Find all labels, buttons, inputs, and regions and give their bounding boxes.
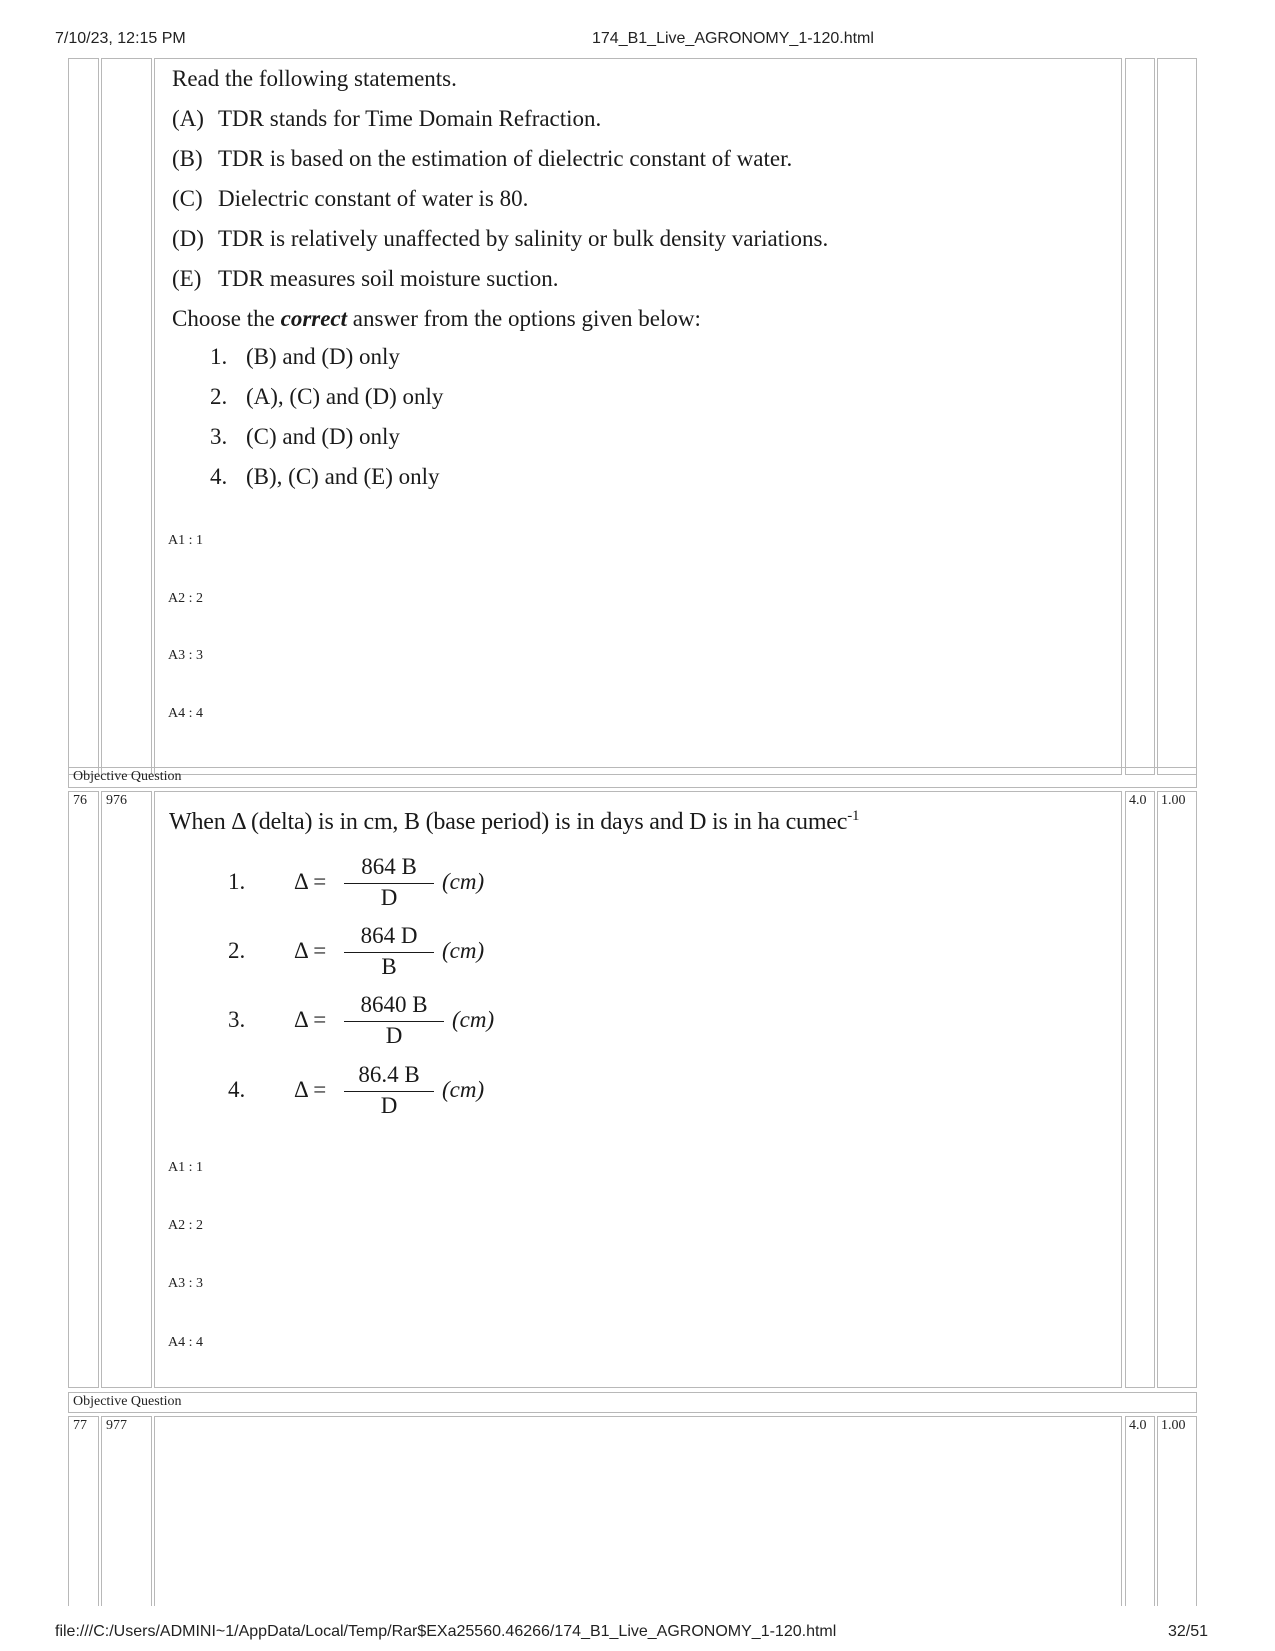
- statement-label: (B): [172, 146, 203, 171]
- marks: 4.0: [1129, 1418, 1147, 1433]
- q76-option: [228, 991, 528, 1053]
- q75-intro: Read the following statements.: [172, 66, 457, 91]
- denominator: D: [380, 885, 398, 910]
- q76-answer: A4 : 4: [168, 1335, 203, 1350]
- statement-text: TDR stands for Time Domain Refraction.: [218, 106, 602, 131]
- denominator: D: [385, 1023, 403, 1048]
- print-page-number: 32/51: [1168, 1623, 1209, 1640]
- q76-option: [228, 1061, 528, 1123]
- negative-marks: 1.00: [1161, 1418, 1186, 1433]
- statement-label: (E): [172, 266, 202, 291]
- option-number: 1.: [228, 869, 246, 894]
- statement-label: (C): [172, 186, 203, 211]
- numerator: 864 D: [360, 923, 418, 948]
- option-number: 2.: [228, 938, 246, 963]
- option-lhs: Δ =: [294, 1007, 327, 1032]
- q75-negative-cell: [1157, 58, 1197, 775]
- q75-instruction: [172, 299, 1112, 339]
- q76-answer: A1 : 1: [168, 1160, 203, 1175]
- option-text: (A), (C) and (D) only: [246, 384, 444, 409]
- fraction: [344, 991, 444, 1050]
- negative-marks: 1.00: [1161, 793, 1186, 808]
- stem-text: When Δ (delta) is in cm, B (base period) is in days and D is in ha cumec: [169, 809, 848, 835]
- fraction: [344, 922, 434, 981]
- q76-type-label: [68, 767, 1197, 788]
- instruction-emphasis: correct: [280, 306, 348, 331]
- denominator: B: [381, 954, 397, 979]
- denominator: D: [380, 1093, 398, 1118]
- question-type: Objective Question: [73, 769, 182, 784]
- q77-type-label: [68, 1392, 1197, 1413]
- option-text: (B) and (D) only: [246, 344, 400, 369]
- numerator: 8640 B: [360, 992, 428, 1017]
- q77-question-cell: [154, 1416, 1122, 1606]
- q75-answer: A4 : 4: [168, 706, 203, 721]
- q75-option: [210, 344, 400, 370]
- statement-text: TDR is relatively unaffected by salinity or bulk density variations.: [218, 226, 829, 251]
- option-number: 3.: [210, 424, 228, 449]
- q75-option: [210, 424, 400, 450]
- fraction: [344, 1061, 434, 1120]
- q76-stem: [169, 808, 859, 836]
- question-type: Objective Question: [73, 1394, 182, 1409]
- q75-qid-cell: [101, 58, 152, 775]
- q76-option: [228, 853, 528, 915]
- option-lhs: Δ =: [294, 938, 327, 963]
- q77-qid-cell: [101, 1416, 152, 1606]
- q75-answer: A1 : 1: [168, 533, 203, 548]
- statement-text: TDR measures soil moisture suction.: [218, 266, 559, 291]
- marks: 4.0: [1129, 793, 1147, 808]
- q77-sno-cell: [68, 1416, 99, 1606]
- option-unit: (cm): [442, 869, 485, 894]
- option-unit: (cm): [452, 1007, 495, 1032]
- q75-statement: [172, 259, 1112, 299]
- option-number: 2.: [210, 384, 228, 409]
- option-number: 4.: [228, 1077, 246, 1102]
- option-text: (B), (C) and (E) only: [246, 464, 440, 489]
- option-lhs: Δ =: [294, 1077, 327, 1102]
- q76-answer: A3 : 3: [168, 1276, 203, 1291]
- statement-label: (A): [172, 106, 204, 131]
- fraction: [344, 853, 434, 912]
- option-lhs: Δ =: [294, 869, 327, 894]
- statement-text: Dielectric constant of water is 80.: [218, 186, 529, 211]
- q75-statement: [172, 219, 1112, 259]
- print-file-path: file:///C:/Users/ADMINI~1/AppData/Local/Temp/Rar$EXa25560.46266/174_B1_Live_AGRONOMY_1-120.html: [55, 1623, 837, 1640]
- q76-negative-cell: [1157, 791, 1197, 1388]
- q75-statement: [172, 139, 1112, 179]
- question-sno: 76: [73, 793, 87, 808]
- question-id: 976: [106, 793, 127, 808]
- stem-superscript: -1: [847, 808, 860, 824]
- q76-answer: A2 : 2: [168, 1218, 203, 1233]
- instruction-pre: Choose the: [172, 306, 281, 331]
- q75-marks-cell: [1125, 58, 1155, 775]
- q75-statement: [172, 99, 1112, 139]
- option-number: 1.: [210, 344, 228, 369]
- question-id: 977: [106, 1418, 127, 1433]
- question-sno: 77: [73, 1418, 87, 1433]
- q76-qid-cell: [101, 791, 152, 1388]
- q75-option: [210, 384, 443, 410]
- q76-sno-cell: [68, 791, 99, 1388]
- q75-answer: A2 : 2: [168, 591, 203, 606]
- q77-negative-cell: [1157, 1416, 1197, 1606]
- statement-text: TDR is based on the estimation of dielectric constant of water.: [218, 146, 793, 171]
- option-number: 3.: [228, 1007, 246, 1032]
- numerator: 864 B: [361, 854, 417, 879]
- option-unit: (cm): [442, 938, 485, 963]
- option-text: (C) and (D) only: [246, 424, 400, 449]
- q75-statement: [172, 179, 1112, 219]
- q75-answer: A3 : 3: [168, 648, 203, 663]
- option-number: 4.: [210, 464, 228, 489]
- q75-option: [210, 464, 440, 490]
- q75-sno-cell: [68, 58, 99, 775]
- statement-label: (D): [172, 226, 204, 251]
- q75-question-text: [172, 59, 1112, 339]
- numerator: 86.4 B: [358, 1062, 420, 1087]
- q76-marks-cell: [1125, 791, 1155, 1388]
- q76-option: [228, 922, 528, 984]
- q75-question-cell: [154, 58, 1122, 775]
- print-doc-title: 174_B1_Live_AGRONOMY_1-120.html: [592, 30, 874, 47]
- option-unit: (cm): [442, 1077, 485, 1102]
- q77-marks-cell: [1125, 1416, 1155, 1606]
- print-datetime: 7/10/23, 12:15 PM: [55, 30, 186, 47]
- instruction-post: answer from the options given below:: [347, 306, 701, 331]
